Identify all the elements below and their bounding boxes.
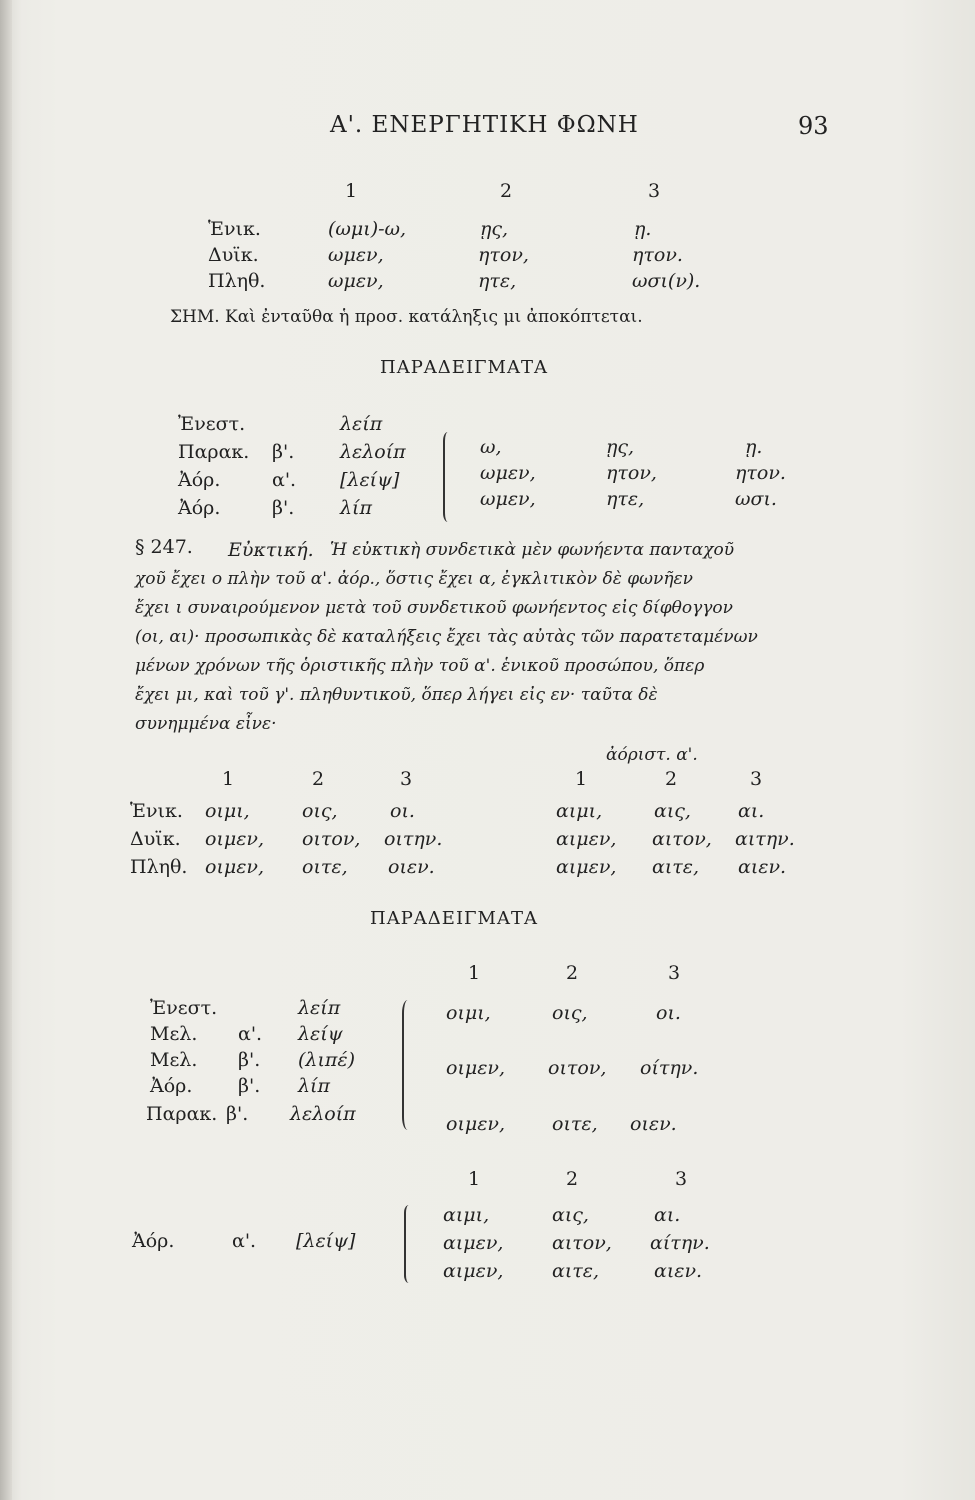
row-label: Ἀόρ. bbox=[178, 497, 221, 519]
ending: ω, bbox=[480, 436, 502, 458]
ending: αίτην. bbox=[650, 1232, 710, 1254]
col-header-2: 2 bbox=[312, 768, 325, 790]
table-cell: αιεν. bbox=[738, 856, 787, 878]
tense-number: β'. bbox=[238, 1049, 261, 1071]
ending: αιμεν, bbox=[443, 1232, 504, 1254]
ending: αι. bbox=[654, 1204, 681, 1226]
table-cell: αις, bbox=[654, 800, 691, 822]
row-label: Ἀόρ. bbox=[178, 469, 221, 491]
col-header-3: 3 bbox=[668, 962, 681, 984]
tense-number: α'. bbox=[272, 469, 297, 491]
tense-number: β'. bbox=[272, 497, 295, 519]
stem: λίπ bbox=[298, 1075, 330, 1097]
book-spine bbox=[0, 0, 12, 1500]
ending: ητον. bbox=[735, 462, 786, 484]
stem: λείπ bbox=[298, 997, 341, 1019]
table-cell: οιτην. bbox=[384, 828, 443, 850]
stem: λελοίπ bbox=[340, 441, 406, 463]
row-label: Ἐνεστ. bbox=[150, 997, 218, 1019]
page-number: 93 bbox=[798, 112, 829, 140]
ending: ῃς, bbox=[606, 436, 635, 458]
row-label: Μελ. bbox=[150, 1023, 198, 1045]
row-label: Παρακ. bbox=[146, 1103, 218, 1125]
stem: λίπ bbox=[340, 497, 372, 519]
table-cell: οιεν. bbox=[388, 856, 435, 878]
col-header-2: 2 bbox=[566, 962, 579, 984]
stem: λελοίπ bbox=[290, 1103, 356, 1125]
ending: ῃ. bbox=[745, 436, 763, 458]
row-label: Δυϊκ. bbox=[130, 828, 181, 850]
ending: αιεν. bbox=[654, 1260, 703, 1282]
table-cell: ῃς, bbox=[480, 218, 509, 240]
paragraph-line: συνημμένα εἶνε· bbox=[135, 714, 277, 734]
table-cell: οιτον, bbox=[302, 828, 361, 850]
table-cell: αιμεν, bbox=[556, 828, 617, 850]
ending: αιτε, bbox=[552, 1260, 600, 1282]
paragraph-line: Ἡ εὐκτικὴ συνδετικὰ μὲν φωνήεντα πανταχοῦ bbox=[330, 540, 735, 560]
tense-number: α'. bbox=[238, 1023, 263, 1045]
col-header-1: 1 bbox=[222, 768, 235, 790]
table-cell: αιτην. bbox=[735, 828, 795, 850]
ending: αιτον, bbox=[552, 1232, 612, 1254]
ending: αιμι, bbox=[443, 1204, 490, 1226]
table-cell: αιτον, bbox=[652, 828, 712, 850]
paragraph-line: (οι, αι)· προσωπικὰς δὲ καταλήξεις ἔχει τὰς αὐτὰς τῶν παρατεταμένων bbox=[135, 627, 758, 647]
row-label: Ἐνεστ. bbox=[178, 413, 246, 435]
tense-number: β'. bbox=[226, 1103, 249, 1125]
stem: [λείψ] bbox=[296, 1230, 356, 1252]
ending: οιμεν, bbox=[446, 1113, 506, 1135]
section-number: § 247. bbox=[135, 536, 193, 558]
ending: αις, bbox=[552, 1204, 589, 1226]
ending: ωμεν, bbox=[480, 488, 536, 510]
ending: οιμι, bbox=[446, 1002, 491, 1024]
table-cell: ωσι(ν). bbox=[632, 270, 701, 292]
col-header-3: 3 bbox=[648, 180, 661, 202]
row-label: Ἑνικ. bbox=[208, 218, 261, 240]
table-cell: ητε, bbox=[478, 270, 517, 292]
section-heading: ΠΑΡΑΔΕΙΓΜΑΤΑ bbox=[380, 357, 548, 378]
row-label: Ἀόρ. bbox=[150, 1075, 193, 1097]
tense-number: α'. bbox=[232, 1230, 257, 1252]
tense-number: β'. bbox=[272, 441, 295, 463]
ending: οι. bbox=[656, 1002, 681, 1024]
ending: οιεν. bbox=[630, 1113, 677, 1135]
table-cell: αι. bbox=[738, 800, 765, 822]
ending: οις, bbox=[552, 1002, 588, 1024]
brace bbox=[402, 1000, 416, 1130]
stem: [λείψ] bbox=[340, 469, 400, 491]
section-title: Εὐκτική. bbox=[228, 539, 314, 561]
table-cell: ητον, bbox=[478, 244, 529, 266]
table-cell: οι. bbox=[390, 800, 415, 822]
table-cell: οιμεν, bbox=[205, 828, 265, 850]
stem: λείπ bbox=[340, 413, 383, 435]
col-header-1: 1 bbox=[468, 962, 481, 984]
table-cell: αιμεν, bbox=[556, 856, 617, 878]
col-header-2: 2 bbox=[500, 180, 513, 202]
paragraph-line: ἔχει μι, καὶ τοῦ γ'. πληθυντικοῦ, ὅπερ λήγει εἰς εν· ταῦτα δὲ bbox=[135, 685, 658, 705]
col-header-2: 2 bbox=[665, 768, 678, 790]
ending: ητον, bbox=[606, 462, 657, 484]
table-cell: ῃ. bbox=[634, 218, 652, 240]
col-header-3: 3 bbox=[750, 768, 763, 790]
col-header-3: 3 bbox=[400, 768, 413, 790]
table-cell: αιτε, bbox=[652, 856, 700, 878]
ending: οίτην. bbox=[640, 1057, 699, 1079]
col-header-1: 1 bbox=[345, 180, 358, 202]
paragraph-line: χοῦ ἔχει ο πλὴν τοῦ α'. ἀόρ., ὅστις ἔχει α, ἐγκλιτικὸν δὲ φωνῆεν bbox=[135, 569, 693, 589]
table-cell: αιμι, bbox=[556, 800, 603, 822]
col-header-1: 1 bbox=[468, 1168, 481, 1190]
ending: ωμεν, bbox=[480, 462, 536, 484]
ending: ητε, bbox=[606, 488, 645, 510]
ending: οιτον, bbox=[548, 1057, 607, 1079]
brace bbox=[404, 1205, 416, 1283]
table-cell: ωμεν, bbox=[328, 244, 384, 266]
note: ΣΗΜ. Καὶ ἐνταῦθα ἡ προσ. κατάληξις μι ἀποκόπτεται. bbox=[170, 307, 643, 327]
row-label: Ἑνικ. bbox=[130, 800, 183, 822]
table-cell: ητον. bbox=[632, 244, 683, 266]
table-cell: οιτε, bbox=[302, 856, 348, 878]
row-label: Ἀόρ. bbox=[132, 1230, 175, 1252]
row-label: Μελ. bbox=[150, 1049, 198, 1071]
stem: (λιπέ) bbox=[298, 1049, 355, 1071]
row-label: Παρακ. bbox=[178, 441, 250, 463]
table-cell: ωμεν, bbox=[328, 270, 384, 292]
ending: οιμεν, bbox=[446, 1057, 506, 1079]
table-cell: οιμι, bbox=[205, 800, 250, 822]
col-header-2: 2 bbox=[566, 1168, 579, 1190]
tense-number: β'. bbox=[238, 1075, 261, 1097]
table-cell: (ωμι)-ω, bbox=[328, 218, 407, 240]
aorist-label: ἀόριστ. α'. bbox=[606, 745, 698, 765]
ending: αιμεν, bbox=[443, 1260, 504, 1282]
table-cell: οις, bbox=[302, 800, 338, 822]
running-header: Α'. ΕΝΕΡΓΗΤΙΚΗ ΦΩΝΗ bbox=[330, 112, 639, 138]
ending: οιτε, bbox=[552, 1113, 598, 1135]
row-label: Πληθ. bbox=[130, 856, 188, 878]
row-label: Πληθ. bbox=[208, 270, 266, 292]
ending: ωσι. bbox=[735, 488, 777, 510]
section-heading: ΠΑΡΑΔΕΙΓΜΑΤΑ bbox=[370, 908, 538, 929]
stem: λείψ bbox=[298, 1023, 343, 1045]
paragraph-line: ἔχει ι συναιρούμενον μετὰ τοῦ συνδετικοῦ φωνήεντος εἰς δίφθογγον bbox=[135, 598, 733, 618]
col-header-3: 3 bbox=[675, 1168, 688, 1190]
paragraph-line: μένων χρόνων τῆς ὁριστικῆς πλὴν τοῦ α'. ἑνικοῦ προσώπου, ὅπερ bbox=[135, 656, 705, 676]
brace bbox=[443, 432, 455, 522]
col-header-1: 1 bbox=[575, 768, 588, 790]
table-cell: οιμεν, bbox=[205, 856, 265, 878]
row-label: Δυϊκ. bbox=[208, 244, 259, 266]
